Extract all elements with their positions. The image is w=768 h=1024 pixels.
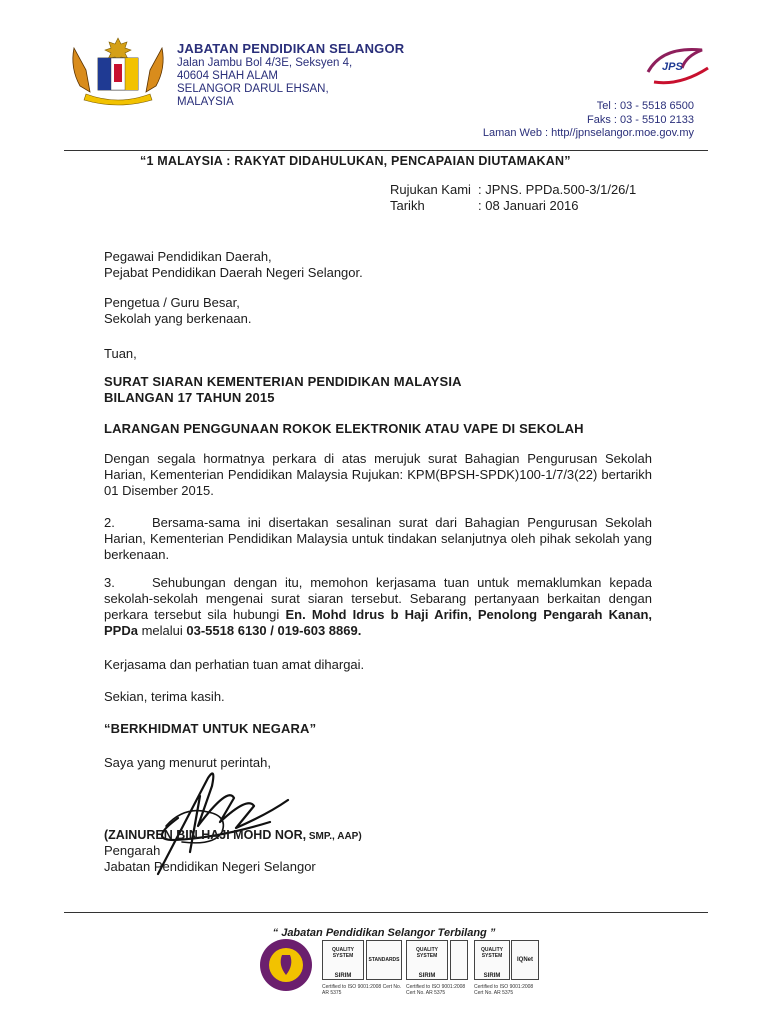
- signer-role: Pengarah: [104, 843, 161, 858]
- ukas-badge: [450, 940, 468, 980]
- cert-text: Certified to ISO 9001:2008 Cert No. AR 5375: [406, 984, 466, 996]
- fax: Faks : 03 - 5510 2133: [586, 113, 694, 126]
- paragraph-text: Bersama-sama ini disertakan sesalinan surat dari Bahagian Pengurusan Sekolah Harian, Kementerian Pendidikan Malaysia untuk tindakan selanjutnya oleh pihak sekolah yang berkenaan.: [104, 515, 652, 562]
- footer-slogan: “ Jabatan Pendidikan Selangor Terbilang ”: [272, 927, 496, 939]
- organization-name: JABATAN PENDIDIKAN SELANGOR: [177, 41, 405, 56]
- telephone: Tel : 03 - 5518 6500: [596, 100, 694, 112]
- recipient-line: Pegawai Pendidikan Daerah,: [104, 249, 272, 264]
- paragraph-text: Dengan segala hormatnya perkara di atas merujuk surat Bahagian Pengurusan Sekolah Harian, Kementerian Pendidikan Malaysia Rujukan: KPM(BPSH-SPDK)100-1/7/3(22) bertarikh 01 Disember 2015.: [104, 451, 652, 498]
- paragraph-text: melalui: [137, 623, 187, 638]
- cert-label: QUALITY SYSTEM: [332, 947, 354, 959]
- cert-label: QUALITY SYSTEM: [481, 947, 503, 959]
- iqnet-badge: [511, 940, 539, 980]
- organization-address: [177, 57, 352, 109]
- paragraph-number: 3.: [104, 575, 115, 590]
- website: Laman Web : http//jpnselangor.moe.gov.my: [482, 127, 694, 139]
- closing-slogan: “BERKHIDMAT UNTUK NEGARA”: [104, 721, 317, 736]
- certification-1: [322, 940, 402, 1000]
- cert-brand: SIRIM: [334, 973, 352, 979]
- state-crest-logo: [66, 34, 170, 108]
- cert-text: Certified to ISO 9001:2008 Cert No. AR 5375: [322, 984, 402, 996]
- cert-badge: [406, 940, 448, 980]
- address-line: 40604 SHAH ALAM: [177, 70, 279, 82]
- iqnet-label: IQNet: [516, 957, 533, 963]
- address-line: Jalan Jambu Bol 4/3E, Seksyen 4,: [177, 57, 353, 69]
- paragraph-1: [104, 451, 652, 499]
- paragraph-3: [104, 575, 652, 639]
- motto: “1 MALAYSIA : RAKYAT DIDAHULUKAN, PENCAPAIAN DIUTAMAKAN”: [140, 154, 571, 168]
- subject-line: BILANGAN 17 TAHUN 2015: [104, 390, 275, 405]
- jps-logo-text: JPS: [662, 61, 683, 73]
- reference-label: Rujukan Kami: [390, 182, 471, 197]
- paragraph-5: Sekian, terima kasih.: [104, 689, 225, 704]
- recipient-2: [104, 295, 652, 327]
- paragraph-2: [104, 515, 652, 563]
- certification-3: [474, 940, 538, 1000]
- subject-line: SURAT SIARAN KEMENTERIAN PENDIDIKAN MALAYSIA: [104, 374, 462, 389]
- jps-logo: [642, 42, 716, 90]
- signer-name: [104, 828, 362, 842]
- signer-titles: SMP., AAP): [306, 831, 362, 842]
- address-line: MALAYSIA: [177, 96, 234, 108]
- address-line: SELANGOR DARUL EHSAN,: [177, 83, 329, 95]
- contact-person: En. Mohd Idrus b Haji Arifin, Penolong Pengarah Kanan, PPDa: [104, 607, 652, 638]
- recipient-line: Pejabat Pendidikan Daerah Negeri Selangor.: [104, 265, 363, 280]
- date-label: Tarikh: [390, 198, 425, 213]
- recipient-1: [104, 249, 652, 281]
- reference-block: [390, 182, 636, 214]
- footer-divider: [64, 912, 708, 913]
- cert-label: STANDARDS: [368, 957, 400, 963]
- paragraph-4: Kerjasama dan perhatian tuan amat dihargai.: [104, 657, 365, 672]
- signer-department: Jabatan Pendidikan Negeri Selangor: [104, 859, 316, 874]
- header-divider: [64, 150, 708, 151]
- standards-badge: [366, 940, 402, 980]
- cert-badge: [474, 940, 510, 980]
- contact-block: [483, 100, 694, 141]
- date-value: : 08 Januari 2016: [478, 198, 579, 213]
- cert-text: Certified to ISO 9001:2008 Cert No. AR 5375: [474, 984, 534, 996]
- paragraph-number: 2.: [104, 515, 115, 530]
- reference-row: [390, 182, 636, 198]
- department-seal: [258, 937, 314, 993]
- cert-label: QUALITY SYSTEM: [416, 947, 438, 959]
- signer-full-name: (ZAINUREN BIN HAJI MOHD NOR,: [104, 828, 307, 842]
- recipient-line: Pengetua / Guru Besar,: [104, 295, 240, 310]
- certification-2: [406, 940, 468, 1000]
- subject-title: LARANGAN PENGGUNAAN ROKOK ELEKTRONIK ATAU VAPE DI SEKOLAH: [104, 421, 584, 436]
- recipient-line: Sekolah yang berkenaan.: [104, 311, 252, 326]
- contact-phone: 03-5518 6130 / 019-603 8869.: [186, 623, 362, 638]
- paragraph-text: Sehubungan dengan itu, memohon kerjasama tuan untuk memaklumkan kepada sekolah-sekolah mengenai surat siaran tersebut. Sebarang pertanyaan berkaitan dengan perkara tersebut sila hubungi: [104, 575, 652, 622]
- subject-block: [104, 374, 652, 406]
- date-row: [390, 198, 636, 214]
- salutation: Tuan,: [104, 346, 137, 361]
- closing-line: Saya yang menurut perintah,: [104, 755, 271, 770]
- cert-brand: SIRIM: [418, 973, 436, 979]
- cert-badge: [322, 940, 364, 980]
- cert-brand: SIRIM: [483, 973, 501, 979]
- reference-value: : JPNS. PPDa.500-3/1/26/1: [478, 182, 637, 197]
